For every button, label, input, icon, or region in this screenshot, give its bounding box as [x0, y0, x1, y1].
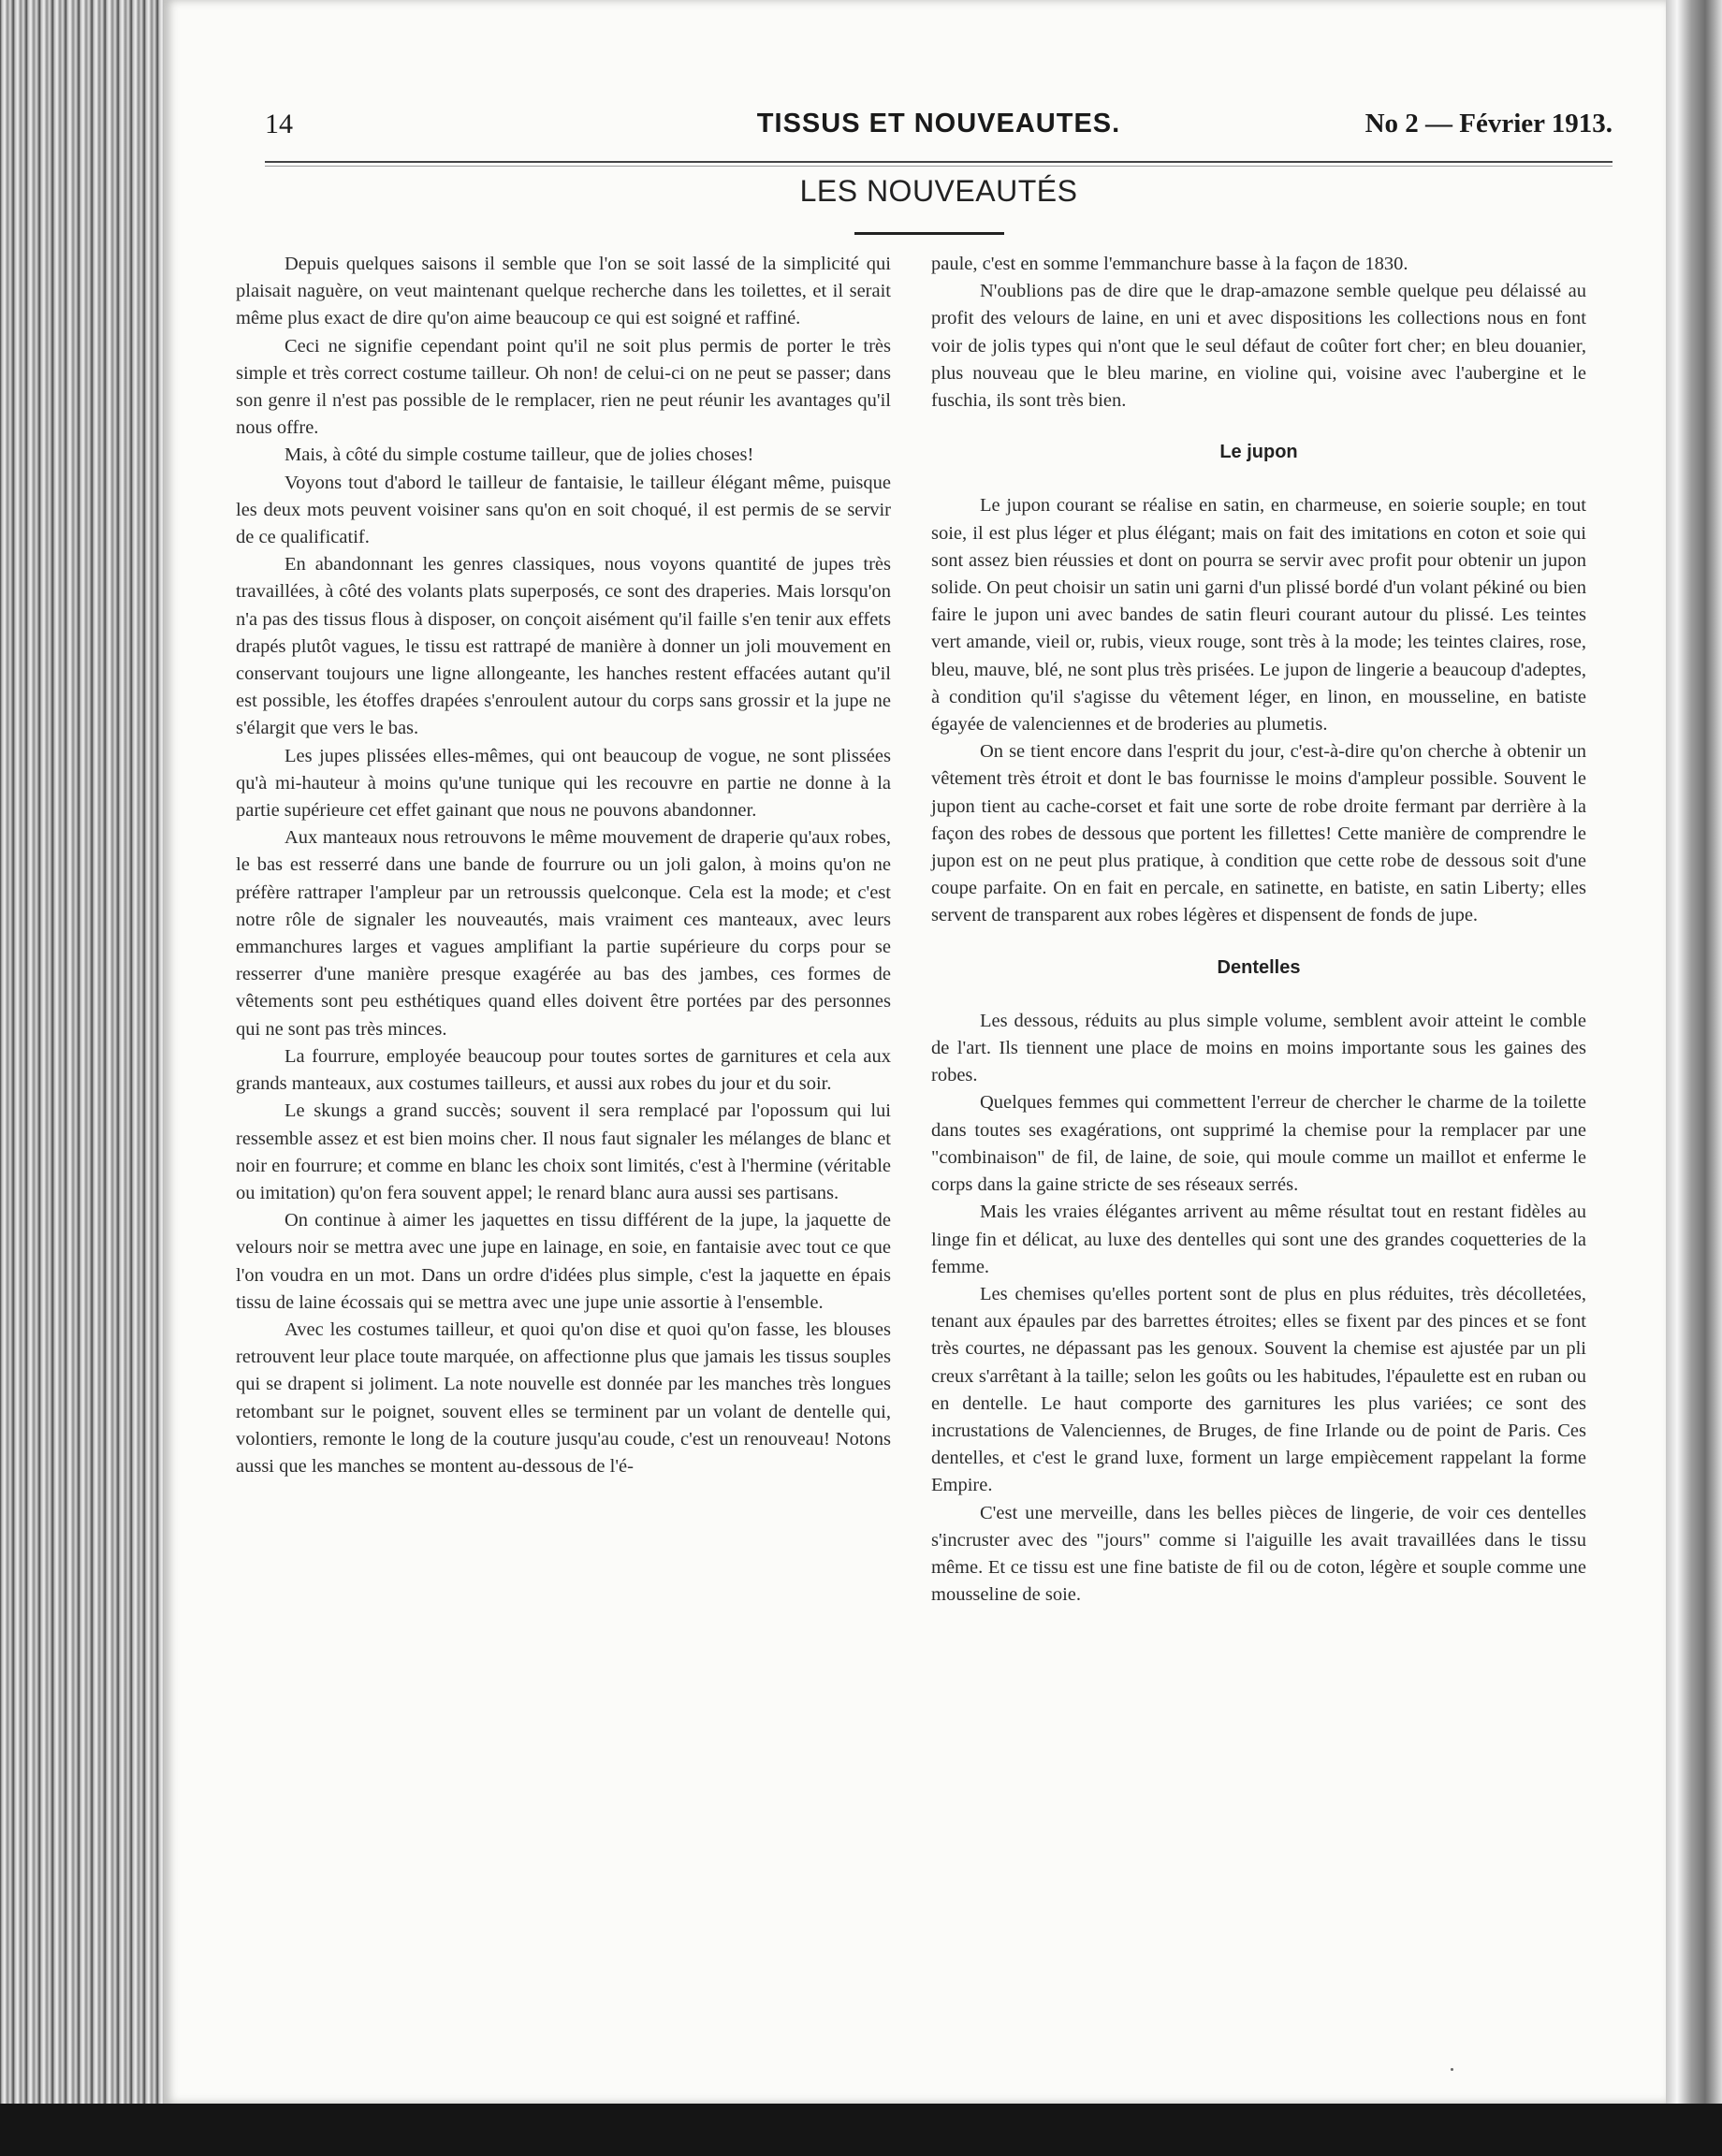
article-paragraph: Les chemises qu'elles portent sont de plus en plus réduites, très décolletées, tenant aux épaules par des barrettes étroites; elles se fixent par des pinces et se font très courtes, ne dépassant pas les genoux. Souvent la chemise est ajustée par un pli creux s'arrêtant à la taille; selon les goûts ou les habitudes, l'épaulette est en ruban ou en dentelle. Le haut comporte des garnitures les plus variées; ce sont des incrustations de Valenciennes, de Bruges, de fine Irlande ou de point de Paris. Ces dentelles, et c'est le grand luxe, forment un large empiècement rappelant la forme Empire.: [931, 1283, 1586, 1496]
article-paragraph: Les dessous, réduits au plus simple volume, semblent avoir atteint le comble de l'art. Ils tiennent une place de moins en moins importante sous les gaines des robes.: [931, 1010, 1586, 1086]
subheading-jupon: Le jupon: [1219, 442, 1298, 463]
header-rule-thin: [265, 166, 1613, 167]
article-paragraph: Le jupon courant se réalise en satin, en charmeuse, en soierie souple; en tout soie, il est plus léger et plus élégant; mais on fait des imitations en coton et soie qui sont assez bien réussies et dont on pourra se servir avec profit pour obtenir un jupon solide. On peut choisir un satin uni garni d'un plissé bordé d'un volant pékiné ou bien faire le jupon uni avec bandes de satin fleuri courant autour du plissé. Les teintes vert amande, vieil or, rubis, vieux rouge, sont très à la mode; les teintes claires, rose, bleu, mauve, blé, ne sont plus très prisées. Le jupon de lingerie a beaucoup d'adeptes, à condition qu'il s'agisse du vêtement léger, en linon, en mousseline, en batiste égayée de valenciennes et de broderies au plumetis.: [931, 495, 1586, 736]
publication-title: TISSUS ET NOUVEAUTES.: [756, 109, 1121, 138]
paper-speck: [1451, 2068, 1453, 2071]
article-paragraph: On se tient encore dans l'esprit du jour, c'est-à-dire qu'on cherche à obtenir un vêtement très étroit et dont le bas fournisse le moins d'ampleur possible. Souvent le jupon tient au cache-corset et fait une sorte de robe droite fermant par derrière à la façon des robes de dessous que portent les fillettes! Cette manière de comprendre le jupon est on ne peut plus pratique, à condition que cette robe de dessous soit d'une coupe parfaite. On en fait en percale, en satinette, en batiste, en satin Liberty; elles servent de transparent aux robes légères et dispensent de fonds de jupe.: [931, 741, 1586, 926]
header-rule: [265, 161, 1613, 163]
article-paragraph: N'oublions pas de dire que le drap-amazone semble quelque peu délaissé au profit des velours de laine, en uni et avec dispositions les collections nous en font voir de jolis types qui n'ont que le seul défaut de coûter fort cher; en bleu douanier, plus nouveau que le bleu marine, en violine qui, voisine avec l'aubergine et le fuschia, ils sont très bien.: [931, 281, 1586, 412]
article-paragraph: Voyons tout d'abord le tailleur de fantaisie, le tailleur élégant même, puisque les deux mots peuvent voisiner sans qu'on en soit choqué, il est permis de se servir de ce qualificatif.: [236, 472, 891, 548]
article-paragraph: Depuis quelques saisons il semble que l'on se soit lassé de la simplicité qui plaisait naguère, on veut maintenant quelque recherche dans les toilettes, et il serait même plus exact de dire qu'on aime beaucoup ce qui est soigné et raffiné.: [236, 254, 891, 329]
page-number: 14: [265, 109, 293, 139]
title-underline: [854, 232, 1004, 235]
subheading-dentelles: Dentelles: [1217, 956, 1301, 978]
article-paragraph: Avec les costumes tailleur, et quoi qu'on dise et quoi qu'on fasse, les blouses retrouvent leur place toute marquée, on affectionne plus que jamais les tissus souples qui se drapent si joliment. La note nouvelle est donnée par les manches très longues retombant sur le poignet, souvent elles se terminent par un volant de dentelle qui, volontiers, remonte le long de la couture jusqu'au coude, c'est un renouveau! Notons aussi que les manches se montent au-dessous de l'é-: [236, 1318, 891, 1477]
article-paragraph: C'est une merveille, dans les belles pièces de lingerie, de voir ces dentelles s'incruster avec des "jours" comme si l'aiguille les avait travaillées dans le tissu même. Et ce tissu est une fine batiste de fil ou de coton, légère et souple comme une mousseline de soie.: [931, 1502, 1586, 1606]
scan-bottom-band: [0, 2104, 1722, 2156]
article-paragraph: Mais les vraies élégantes arrivent au même résultat tout en restant fidèles au linge fin et délicat, au luxe des dentelles qui sont une des grandes coquetteries de la femme.: [931, 1202, 1586, 1277]
article-title: LES NOUVEAUTÉS: [799, 174, 1078, 208]
article-paragraph: Aux manteaux nous retrouvons le même mouvement de draperie qu'aux robes, le bas est resserré dans une bande de fourrure ou un joli galon, à moins qu'on ne préfère rattraper l'ampleur par un retroussis quelconque. Cela est la mode; et c'est notre rôle de signaler les nouveautés, mais vraiment ces manteaux, avec leurs emmanchures larges et vagues amplifiant la partie supérieure du corps pour se resserrer d'une manière presque exagérée au bas des jambes, ces formes de vêtements sont peu esthétiques quand elles doivent être portées par des personnes qui ne sont pas très minces.: [236, 827, 891, 1040]
article-paragraph: Ceci ne signifie cependant point qu'il ne soit plus permis de porter le très simple et très correct costume tailleur. Oh non! de celui-ci on ne peut se passer; dans son genre il n'est pas possible de le remplacer, rien ne peut réunir les avantages qu'il nous offre.: [236, 335, 891, 439]
article-paragraph: Le skungs a grand succès; souvent il sera remplacé par l'opossum qui lui ressemble assez et est bien moins cher. Il nous faut signaler les mélanges de blanc et noir en fourrure; et comme en blanc les choix sont limités, c'est à l'hermine (véritable ou imitation) qu'on fera souvent appel; le renard blanc aura aussi ses partisans.: [236, 1100, 891, 1203]
article-paragraph: Mais, à côté du simple costume tailleur, que de jolies choses!: [285, 444, 754, 466]
issue-date: No 2 — Février 1913.: [1364, 109, 1613, 138]
article-paragraph: En abandonnant les genres classiques, nous voyons quantité de jupes très travaillées, à côté des volants plats superposés, ce sont des draperies. Mais lorsqu'on n'a pas des tissus flous à disposer, on conçoit aisément qu'il faille s'en tenir aux effets drapés plutôt vagues, le tissu est rattrapé de manière à donner un joli mouvement en conservant toujours une ligne allongeante, les hanches restent effacées autant qu'il est possible, les étoffes drapées s'enroulent autour du corps sans grossir et la jupe ne s'élargit que vers le bas.: [236, 554, 891, 739]
book-right-edge: [1666, 0, 1722, 2156]
article-paragraph-continued: paule, c'est en somme l'emmanchure basse à la façon de 1830.: [931, 254, 1408, 274]
magazine-page: [164, 0, 1666, 2104]
book-page-edges: [0, 0, 164, 2105]
article-paragraph: La fourrure, employée beaucoup pour toutes sortes de garnitures et cela aux grands manteaux, aux costumes tailleurs, et aussi aux robes du jour et du soir.: [236, 1045, 891, 1095]
article-paragraph: Les jupes plissées elles-mêmes, qui ont beaucoup de vogue, ne sont plissées qu'à mi-hauteur à moins qu'une tunique qui les recouvre en partie ne donne à la partie supérieure cet effet gainant que nous ne pouvons abandonner.: [236, 745, 891, 822]
right-column: [931, 251, 1586, 1609]
article-paragraph: Quelques femmes qui commettent l'erreur de chercher le charme de la toilette dans toutes ses exagérations, ont supprimé la chemise pour la remplacer par une "combinaison" de fil, de laine, de soie, qui moule comme un maillot et enferme le corps dans la gaine stricte de ses réseaux serrés.: [931, 1092, 1586, 1196]
running-header: [265, 103, 1613, 155]
article-paragraph: On continue à aimer les jaquettes en tissu différent de la jupe, la jaquette de velours noir se mettra avec une jupe en lainage, en soie, en fantaisie avec tout ce que l'on voudra en un mot. Dans un ordre d'idées plus simple, c'est la jaquette en épais tissu de laine écossais qui se mettra avec une jupe unie assortie à l'ensemble.: [236, 1210, 891, 1313]
left-column: [236, 251, 891, 1480]
